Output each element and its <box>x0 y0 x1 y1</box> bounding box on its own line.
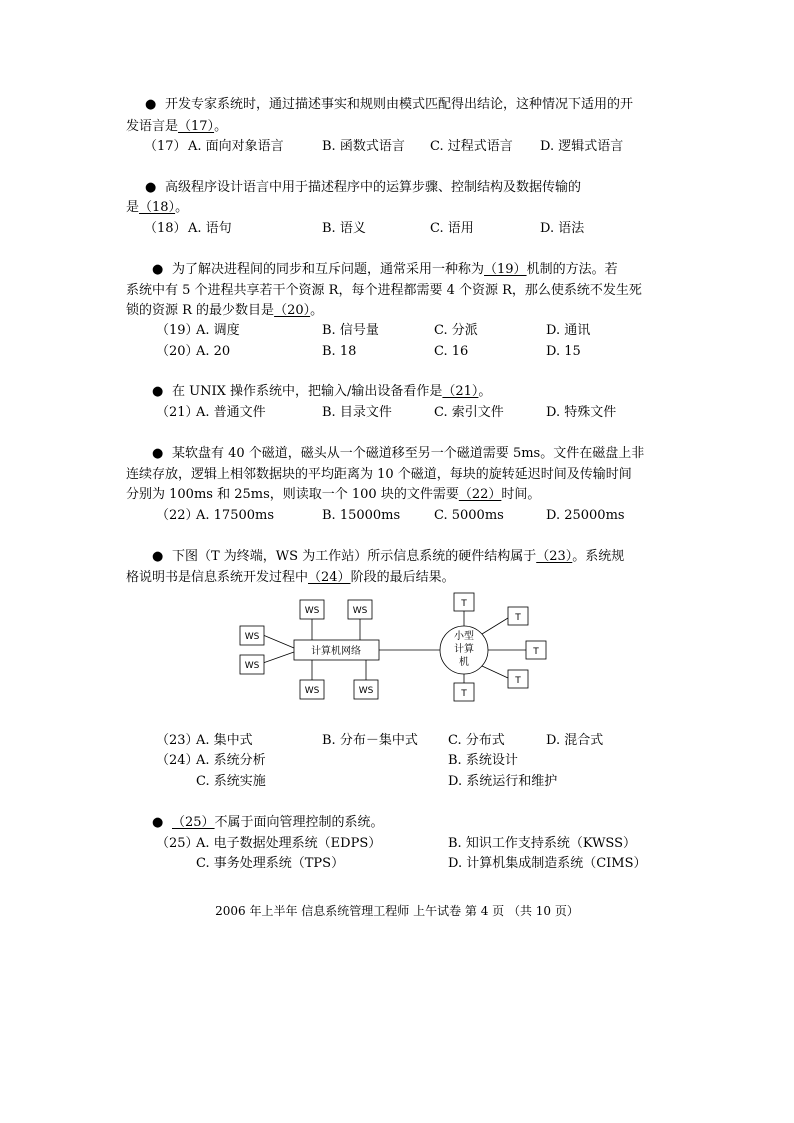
bullet-icon: ● <box>152 815 164 830</box>
q20-option-c: C. 16 <box>434 344 469 359</box>
minicomputer-label-line3: 机 <box>459 657 469 668</box>
q17-line1: ● 开发专家系统时，通过描述事实和规则由模式匹配得出结论，这种情况下适用的开 <box>145 97 634 112</box>
computer-network-node <box>294 640 379 660</box>
q18-option-b: B. 语义 <box>322 221 366 236</box>
workstation-node <box>300 680 324 699</box>
bullet-icon: ● <box>145 180 157 195</box>
bullet-icon: ● <box>145 97 157 112</box>
svg-text:T: T <box>461 689 467 699</box>
workstation-node <box>300 600 324 619</box>
bullet-icon: ● <box>152 446 164 461</box>
hardware-structure-diagram <box>230 588 560 706</box>
answer-blank-19: （19） <box>484 262 527 277</box>
page-footer: 2006 年上半年 信息系统管理工程师 上午试卷 第 4 页 （共 10 页） <box>215 904 579 918</box>
terminal-node <box>454 683 474 701</box>
q23-option-a: A. 集中式 <box>196 733 253 748</box>
terminal-node <box>526 641 546 659</box>
q23-line1: ● 下图（T 为终端，WS 为工作站）所示信息系统的硬件结构属于（23）。系统规 <box>152 549 625 564</box>
svg-text:WS: WS <box>304 686 320 696</box>
q21-number: （21） <box>156 405 199 420</box>
q21-option-b: B. 目录文件 <box>322 405 392 420</box>
q18-line2: 是（18）。 <box>126 200 189 215</box>
q19-line1: ● 为了解决进程间的同步和互斥问题，通常采用一种称为（19）机制的方法。若 <box>152 262 618 277</box>
q21-option-c: C. 索引文件 <box>434 405 504 420</box>
q20-number: （20） <box>156 344 199 359</box>
q22-line3: 分别为 100ms 和 25ms，则读取一个 100 块的文件需要（22）时间。 <box>126 487 541 502</box>
answer-blank-17: （17） <box>178 119 215 134</box>
svg-text:WS: WS <box>244 661 260 671</box>
answer-blank-22: （22） <box>458 487 502 502</box>
q17-option-a: A. 面向对象语言 <box>188 139 284 154</box>
answer-blank-25: （25） <box>172 815 215 830</box>
q22-option-a: A. 17500ms <box>196 508 275 523</box>
q18-option-d: D. 语法 <box>540 221 585 236</box>
q24-option-a: A. 系统分析 <box>196 753 266 768</box>
q18-option-c: C. 语用 <box>430 221 474 236</box>
answer-blank-18: （18） <box>139 200 176 215</box>
q17-line2: 发语言是（17）。 <box>126 119 228 134</box>
q19-line2: 系统中有 5 个进程共享若干个资源 R，每个进程都需要 4 个资源 R，那么使系统不发生死 <box>126 283 642 298</box>
q19-option-b: B. 信号量 <box>322 323 379 338</box>
svg-text:T: T <box>515 613 521 623</box>
minicomputer-label-line1: 小型 <box>454 631 474 642</box>
svg-text:WS: WS <box>352 606 368 616</box>
q23-number: （23） <box>156 733 199 748</box>
q22-line2: 连续存放，逻辑上相邻数据块的平均距离为 10 个磁道，每块的旋转延迟时间及传输时间 <box>126 467 632 482</box>
svg-text:WS: WS <box>304 606 320 616</box>
answer-blank-20: （20） <box>274 303 311 318</box>
bullet-icon: ● <box>152 384 164 399</box>
q18-option-a: A. 语句 <box>188 221 232 236</box>
answer-blank-24: （24） <box>308 570 351 585</box>
workstation-node <box>354 680 378 699</box>
q22-option-b: B. 15000ms <box>322 508 401 523</box>
svg-text:T: T <box>515 676 521 686</box>
q17-option-c: C. 过程式语言 <box>430 139 513 154</box>
q25-line1: ● （25）不属于面向管理控制的系统。 <box>152 815 384 830</box>
q23-option-d: D. 混合式 <box>546 733 604 748</box>
terminal-node <box>508 670 528 688</box>
q22-option-d: D. 25000ms <box>546 508 625 523</box>
q19-line3: 锁的资源 R 的最少数目是（20）。 <box>126 303 324 318</box>
q17-number: （17） <box>144 139 187 154</box>
q23-option-b: B. 分布－集中式 <box>322 733 418 748</box>
q25-option-d: D. 计算机集成制造系统（CIMS） <box>448 856 647 871</box>
q25-option-a: A. 电子数据处理系统（EDPS） <box>196 836 382 851</box>
q21-option-d: D. 特殊文件 <box>546 405 617 420</box>
bullet-icon: ● <box>152 549 164 564</box>
bullet-icon: ● <box>152 262 164 277</box>
svg-text:WS: WS <box>358 686 374 696</box>
q25-option-c: C. 事务处理系统（TPS） <box>196 856 345 871</box>
network-label: 计算机网络 <box>311 646 361 657</box>
q24-option-d: D. 系统运行和维护 <box>448 774 558 789</box>
q21-line1: ● 在 UNIX 操作系统中，把输入/输出设备看作是（21）。 <box>152 384 492 399</box>
q20-option-a: A. 20 <box>196 344 231 359</box>
minicomputer-node <box>440 626 488 674</box>
q19-number: （19） <box>156 323 199 338</box>
q20-option-b: B. 18 <box>322 344 357 359</box>
q22-number: （22） <box>156 508 199 523</box>
q17-option-b: B. 函数式语言 <box>322 139 405 154</box>
answer-blank-23: （23） <box>536 549 573 564</box>
minicomputer-label-line2: 计算 <box>454 644 474 655</box>
q17-option-d: D. 逻辑式语言 <box>540 139 624 154</box>
q19-option-c: C. 分派 <box>434 323 478 338</box>
q24-number: （24） <box>156 753 199 768</box>
workstation-node <box>240 626 264 645</box>
q25-number: （25） <box>156 836 199 851</box>
answer-blank-21: （21） <box>442 384 479 399</box>
q18-line1: ● 高级程序设计语言中用于描述程序中的运算步骤、控制结构及数据传输的 <box>145 180 582 195</box>
svg-text:T: T <box>533 647 539 657</box>
svg-text:T: T <box>461 599 467 609</box>
q18-number: （18） <box>144 221 187 236</box>
q21-option-a: A. 普通文件 <box>196 405 266 420</box>
workstation-node <box>348 600 372 619</box>
terminal-node <box>508 607 528 625</box>
terminal-node <box>454 593 474 611</box>
svg-text:WS: WS <box>244 632 260 642</box>
q22-line1: ● 某软盘有 40 个磁道，磁头从一个磁道移至另一个磁道需要 5ms。文件在磁盘上非 <box>152 446 645 461</box>
q23-option-c: C. 分布式 <box>448 733 505 748</box>
q25-option-b: B. 知识工作支持系统（KWSS） <box>448 836 637 851</box>
q19-option-d: D. 通讯 <box>546 323 591 338</box>
q23-line2: 格说明书是信息系统开发过程中（24）阶段的最后结果。 <box>126 570 455 585</box>
q22-option-c: C. 5000ms <box>434 508 504 523</box>
workstation-node <box>240 655 264 674</box>
q24-option-b: B. 系统设计 <box>448 753 518 768</box>
q24-option-c: C. 系统实施 <box>196 774 266 789</box>
q20-option-d: D. 15 <box>546 344 581 359</box>
q19-option-a: A. 调度 <box>196 323 240 338</box>
